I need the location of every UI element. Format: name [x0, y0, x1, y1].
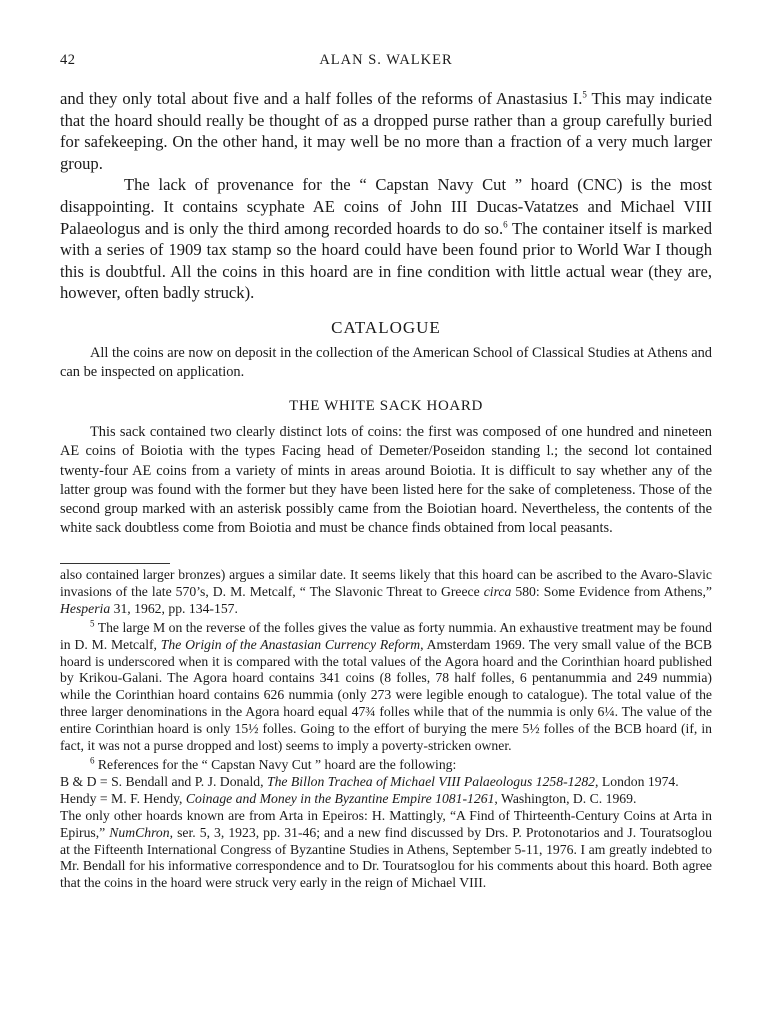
- hoard-description: This sack contained two clearly distinct lots of coins: the first was composed of one hundred and nineteen AE coins of Boiotia with the types Facing head of Demeter/Poseidon standing l.; the second lot contained twenty-four AE coins from a variety of mints in areas around Boiotia. It is difficult to say whether any of the latter group was found with the former but they have been listed here for the sake of completeness. Those of the second group marked with an asterisk possibly came from the Boiotian hoard. Nevertheless, the contents of the white sack doubtless come from Boiotia and must be chance finds obtained from local peasants.: [60, 424, 712, 537]
- fn-cont-text-a: also contained larger bronzes) argues a similar date. It seems likely that this hoard can be ascribed to the Avaro-Slavic invasions of the late 570’s, D. M. Metcalf, “ The Slavonic Threat to Greece: [60, 567, 712, 599]
- page-number: 42: [60, 52, 76, 68]
- fn6-text-b: , ser. 5, 3, 1923, pp. 31-46; and a new find discussed by Drs. P. Protonotarios and J. Touratsoglou at the Fifteenth International Congress of Byzantine Studies in Athens, September 5-11, 1976. I am greatly indebted to Mr. Bendall for his informative correspondence and to Dr. Touratsoglou for his comments about this hoard. Both agree that the coins in the hoard were struck very early in the reign of Michael VIII.: [60, 824, 712, 891]
- fn-cont-text-c: 31, 1962, pp. 134-157.: [110, 600, 238, 616]
- running-head: ALAN S. WALKER: [319, 52, 453, 68]
- fn-cont-circa: circa: [483, 583, 512, 599]
- fn6-intro: References for the “ Capstan Navy Cut ” hoard are the following:: [97, 756, 457, 772]
- footnote-6-continued: [60, 808, 712, 893]
- fn5-text-b: , Amsterdam 1969. The very small value of the BCB hoard is underscored when it is compared with the total values of the Agora hoard and the Corinthian hoard published by Krikou-Galani. The Agora hoard contains 341 coins (8 folles, 78 half folles, 6 pentanummia and 249 nummia) while the Corinthian hoard contains 626 nummia (only 273 were legible enough to catalogue). The total value of the three larger denominations in the Agora hoard equal 47¾ folles while that of the nummia is only 6¼. The value of the entire Corinthian hoard is only 15½ folles. Going to the effort of burying the mere 5½ folles of the BCB hoard (if, in fact, it was not a purse dropped and lost) seems to imply a poverty-stricken owner.: [60, 636, 712, 754]
- footnote-ref-5[interactable]: 5: [582, 89, 587, 100]
- page-header: [60, 52, 712, 74]
- fn5-text-a: The large M on the reverse of the folles gives the value as forty nummia. An exhaustive treatment may be found in D. M. Metcalf,: [60, 619, 712, 652]
- paragraph-1-text-a: and they only total about five and a half folles of the reforms of Anastasius I.: [60, 89, 583, 108]
- fn6-journal: NumChron: [109, 824, 170, 840]
- reference-bendall-donald: [60, 774, 712, 791]
- main-text: [60, 88, 712, 304]
- fn5-book-title: The Origin of the Anastasian Currency Reform: [160, 636, 421, 652]
- fn-cont-journal: Hesperia: [60, 600, 111, 616]
- footnote-divider: [60, 563, 170, 564]
- paragraph-2-text-b: The container itself is marked with a series of 1909 tax stamp so the hoard could have been found prior to World War I though this is doubtful. All the coins in this hoard are in fine condition with little actual wear (they are, however, often badly struck).: [60, 218, 712, 303]
- footnote-5-marker: 5: [90, 618, 95, 629]
- ref2-text-b: , Washington, D. C. 1969.: [494, 790, 637, 806]
- paragraph-2: [60, 174, 712, 304]
- footnote-6-marker: 6: [90, 755, 95, 766]
- catalogue-intro: All the coins are now on deposit in the collection of the American School of Classical Studies at Athens and can be inspected on application.: [60, 345, 712, 380]
- fn6-text-a: The only other hoards known are from Arta in Epeiros: H. Mattingly, “A Find of Thirteenth-Century Coins at Arta in Epirus,”: [60, 807, 712, 840]
- footnote-5: [60, 620, 712, 755]
- ref2-text-a: Hendy = M. F. Hendy,: [60, 790, 186, 806]
- ref1-text-a: B & D = S. Bendall and P. J. Donald,: [60, 773, 267, 789]
- paragraph-2-text-a: The lack of provenance for the “ Capstan Navy Cut ” hoard (CNC) is the most disappointing. It contains scyphate AE coins of John III Ducas-Vatatzes and Michael VIII Palaeologus and is only the third among recorded hoards to do so.: [60, 175, 712, 238]
- footnote-continuation: [60, 567, 712, 618]
- footnote-ref-6[interactable]: 6: [503, 219, 508, 230]
- fn-cont-text-b: 580: Some Evidence from Athens,”: [511, 583, 713, 599]
- ref2-title: Coinage and Money in the Byzantine Empire 1081-1261: [185, 790, 495, 806]
- hoard-heading: THE WHITE SACK HOARD: [289, 398, 483, 414]
- reference-hendy: [60, 791, 712, 808]
- ref1-title: The Billon Trachea of Michael VIII Palaeologus 1258-1282: [266, 773, 596, 789]
- paragraph-1: [60, 88, 712, 174]
- catalogue-heading: CATALOGUE: [331, 318, 441, 337]
- footnotes: [60, 567, 712, 892]
- paragraph-1-text-b: This may indicate that the hoard should really be thought of as a dropped purse rather than a group carefully buried for safekeeping. On the other hand, it may well be no more than a fraction of a very much larger group.: [60, 89, 712, 173]
- ref1-text-b: , London 1974.: [595, 773, 679, 789]
- footnote-6: [60, 757, 712, 774]
